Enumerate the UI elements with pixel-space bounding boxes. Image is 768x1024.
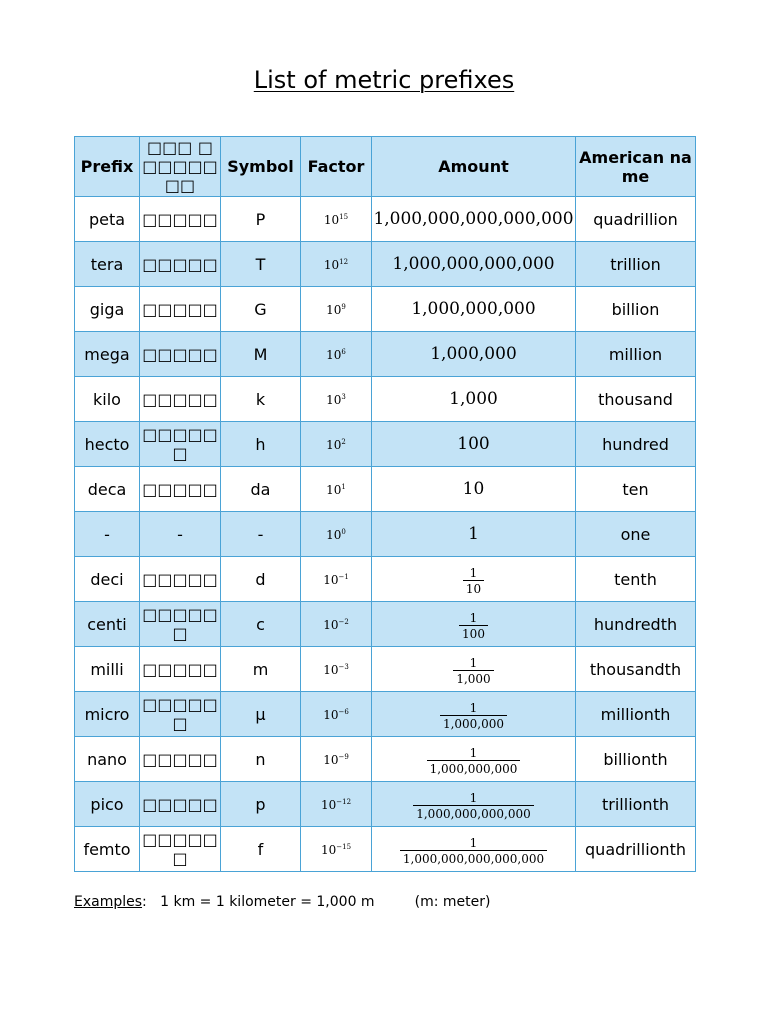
cell-symbol: h [221, 422, 301, 467]
cell-factor [301, 422, 372, 467]
cell-amount [372, 737, 576, 782]
fraction [427, 746, 521, 776]
examples-label: Examples [74, 894, 143, 910]
cell-factor [301, 467, 372, 512]
cell-prefix: peta [75, 197, 140, 242]
cell-factor [301, 242, 372, 287]
factor-exponent: −1 [338, 573, 349, 581]
header-prefix: Prefix [75, 137, 140, 197]
factor-exponent: 3 [341, 393, 346, 401]
fraction [440, 701, 507, 731]
cell-amount: 1,000 [372, 377, 576, 422]
table-row [75, 287, 696, 332]
cell-factor [301, 692, 372, 737]
fraction-numerator: 1 [469, 836, 478, 850]
factor-base: 10 [323, 213, 340, 227]
cell-prefix: mega [75, 332, 140, 377]
fraction-numerator: 1 [469, 746, 478, 760]
fraction [400, 836, 547, 866]
cell-amount: 100 [372, 422, 576, 467]
fraction [453, 656, 493, 686]
factor-exponent: −9 [338, 753, 349, 761]
cell-american-name: trillion [576, 242, 696, 287]
fraction-denominator: 1,000,000 [440, 715, 507, 731]
fraction-denominator: 100 [459, 625, 488, 641]
factor-exponent: 12 [339, 258, 349, 266]
cell-local-name: □□□□□ [140, 242, 221, 287]
cell-factor [301, 287, 372, 332]
table-row [75, 557, 696, 602]
header-factor: Factor [301, 137, 372, 197]
cell-local-name: □□□□□ [140, 557, 221, 602]
table-row [75, 737, 696, 782]
cell-factor [301, 377, 372, 422]
cell-local-name: □□□□□□ [140, 827, 221, 872]
cell-factor [301, 512, 372, 557]
cell-symbol: p [221, 782, 301, 827]
cell-prefix: hecto [75, 422, 140, 467]
factor-exponent: −2 [338, 618, 349, 626]
examples-line [74, 894, 490, 910]
cell-prefix: tera [75, 242, 140, 287]
table-row [75, 332, 696, 377]
cell-prefix: kilo [75, 377, 140, 422]
cell-american-name: billion [576, 287, 696, 332]
cell-amount: 1,000,000,000,000 [372, 242, 576, 287]
cell-local-name: □□□□□ [140, 647, 221, 692]
cell-local-name: □□□□□□ [140, 692, 221, 737]
header-american-name: American name [576, 137, 696, 197]
fraction-denominator: 1,000,000,000,000,000 [400, 850, 547, 866]
cell-factor [301, 647, 372, 692]
header-symbol: Symbol [221, 137, 301, 197]
cell-factor [301, 557, 372, 602]
cell-amount [372, 602, 576, 647]
cell-prefix: centi [75, 602, 140, 647]
factor-base: 10 [320, 843, 337, 857]
cell-american-name: ten [576, 467, 696, 512]
fraction-denominator: 1,000 [453, 670, 493, 686]
table-row [75, 242, 696, 287]
cell-amount: 1 [372, 512, 576, 557]
table-row [75, 692, 696, 737]
cell-local-name: □□□□□ [140, 197, 221, 242]
cell-american-name: thousandth [576, 647, 696, 692]
factor-base: 10 [323, 618, 339, 632]
factor-base: 10 [326, 303, 342, 317]
cell-amount [372, 647, 576, 692]
table-row [75, 782, 696, 827]
table-row [75, 197, 696, 242]
cell-american-name: billionth [576, 737, 696, 782]
factor-base: 10 [323, 258, 340, 272]
cell-amount [372, 782, 576, 827]
cell-american-name: quadrillionth [576, 827, 696, 872]
fraction-denominator: 10 [463, 580, 484, 596]
cell-american-name: trillionth [576, 782, 696, 827]
table-row [75, 647, 696, 692]
cell-symbol: µ [221, 692, 301, 737]
factor-base: 10 [323, 573, 339, 587]
factor-exponent: −15 [336, 843, 352, 851]
fraction-numerator: 1 [469, 656, 478, 670]
cell-prefix: milli [75, 647, 140, 692]
cell-local-name: - [140, 512, 221, 557]
cell-local-name: □□□□□□ [140, 422, 221, 467]
fraction-denominator: 1,000,000,000,000 [413, 805, 534, 821]
cell-amount [372, 692, 576, 737]
table-row [75, 512, 696, 557]
cell-american-name: millionth [576, 692, 696, 737]
factor-exponent: 2 [341, 438, 346, 446]
factor-exponent: 9 [341, 303, 346, 311]
fraction-numerator: 1 [469, 791, 478, 805]
cell-factor [301, 737, 372, 782]
factor-exponent: −6 [338, 708, 349, 716]
cell-amount [372, 557, 576, 602]
fraction-numerator: 1 [469, 566, 478, 580]
cell-factor [301, 332, 372, 377]
cell-amount: 10 [372, 467, 576, 512]
cell-prefix: pico [75, 782, 140, 827]
header-amount: Amount [372, 137, 576, 197]
cell-prefix: giga [75, 287, 140, 332]
table-row [75, 467, 696, 512]
cell-symbol: G [221, 287, 301, 332]
factor-base: 10 [326, 348, 342, 362]
table-row [75, 602, 696, 647]
fraction [413, 791, 534, 821]
factor-base: 10 [323, 663, 339, 677]
cell-symbol: - [221, 512, 301, 557]
cell-symbol: m [221, 647, 301, 692]
cell-local-name: □□□□□ [140, 467, 221, 512]
cell-local-name: □□□□□ [140, 287, 221, 332]
cell-symbol: c [221, 602, 301, 647]
examples-note: (m: meter) [414, 894, 491, 910]
fraction-numerator: 1 [469, 701, 478, 715]
table-row [75, 827, 696, 872]
cell-local-name: □□□□□ [140, 332, 221, 377]
cell-symbol: f [221, 827, 301, 872]
cell-local-name: □□□□□□ [140, 602, 221, 647]
cell-symbol: d [221, 557, 301, 602]
cell-amount: 1,000,000,000 [372, 287, 576, 332]
cell-american-name: hundred [576, 422, 696, 467]
cell-prefix: micro [75, 692, 140, 737]
cell-american-name: one [576, 512, 696, 557]
factor-exponent: 1 [341, 483, 346, 491]
factor-base: 10 [326, 438, 342, 452]
cell-amount: 1,000,000,000,000,000 [372, 197, 576, 242]
cell-symbol: da [221, 467, 301, 512]
fraction-denominator: 1,000,000,000 [427, 760, 521, 776]
examples-equation: 1 km = 1 kilometer = 1,000 m [160, 894, 375, 910]
factor-base: 10 [326, 393, 342, 407]
metric-prefix-table [74, 136, 696, 872]
factor-base: 10 [326, 528, 342, 542]
header-local-name: □□□ □□□□□□□□ [140, 137, 221, 197]
fraction [463, 566, 484, 596]
cell-amount: 1,000,000 [372, 332, 576, 377]
factor-exponent: −12 [336, 798, 352, 806]
cell-american-name: tenth [576, 557, 696, 602]
fraction-numerator: 1 [469, 611, 478, 625]
factor-base: 10 [320, 798, 337, 812]
cell-factor [301, 197, 372, 242]
cell-symbol: M [221, 332, 301, 377]
cell-prefix: - [75, 512, 140, 557]
cell-prefix: deci [75, 557, 140, 602]
factor-base: 10 [323, 753, 339, 767]
table-row [75, 422, 696, 467]
cell-local-name: □□□□□ [140, 737, 221, 782]
cell-american-name: thousand [576, 377, 696, 422]
cell-symbol: P [221, 197, 301, 242]
cell-amount [372, 827, 576, 872]
page-title: List of metric prefixes [253, 66, 515, 94]
cell-american-name: quadrillion [576, 197, 696, 242]
factor-exponent: 6 [341, 348, 346, 356]
factor-exponent: 15 [339, 213, 349, 221]
cell-local-name: □□□□□ [140, 782, 221, 827]
cell-symbol: n [221, 737, 301, 782]
examples-colon: : [142, 894, 147, 910]
cell-american-name: million [576, 332, 696, 377]
cell-factor [301, 782, 372, 827]
factor-base: 10 [323, 708, 339, 722]
cell-symbol: T [221, 242, 301, 287]
factor-exponent: −3 [338, 663, 349, 671]
factor-base: 10 [326, 483, 342, 497]
cell-prefix: femto [75, 827, 140, 872]
fraction [459, 611, 488, 641]
cell-factor [301, 602, 372, 647]
factor-exponent: 0 [341, 528, 346, 536]
table-row [75, 377, 696, 422]
cell-prefix: nano [75, 737, 140, 782]
cell-american-name: hundredth [576, 602, 696, 647]
cell-symbol: k [221, 377, 301, 422]
table-header-row [75, 137, 696, 197]
cell-prefix: deca [75, 467, 140, 512]
cell-local-name: □□□□□ [140, 377, 221, 422]
cell-factor [301, 827, 372, 872]
